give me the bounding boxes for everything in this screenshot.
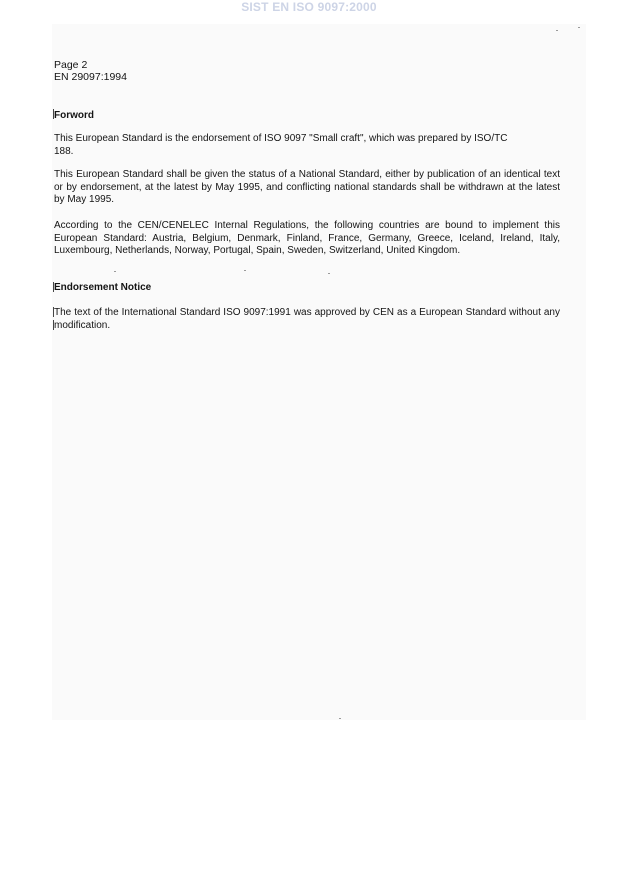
forword-heading: Forword (54, 110, 94, 121)
document-id: EN 29097:1994 (54, 71, 127, 83)
scan-speck (556, 30, 558, 31)
scanned-page (52, 24, 586, 720)
watermark: SIST EN ISO 9097:2000 (241, 0, 377, 14)
endorsement-heading: Endorsement Notice (54, 282, 152, 293)
scan-speck (578, 27, 580, 28)
scan-speck (339, 718, 341, 719)
scan-speck (244, 270, 246, 271)
forword-paragraph-1: This European Standard is the endorsement of ISO 9097 "Small craft", which was prepared by ISO/TC 188. (54, 133, 508, 157)
page-number: Page 2 (54, 59, 88, 71)
scan-speck (328, 273, 330, 274)
endorsement-paragraph: The text of the International Standard ISO 9097:1991 was approved by CEN as a European Standard without any modification. (54, 307, 560, 331)
forword-paragraph-2: This European Standard shall be given the status of a National Standard, either by publication of an identical text or by endorsement, at the latest by May 1995, and conflicting national standards shall be withdrawn at the latest by May 1995. (54, 169, 560, 205)
forword-paragraph-3: According to the CEN/CENELEC Internal Regulations, the following countries are bound to implement this European Standard: Austria, Belgium, Denmark, Finland, France, Germany, Greece, Iceland, Ireland, Italy, Luxembourg, Netherlands, Norway, Portugal, Spain, Sweden, Switzerland, United Kingdom. (54, 220, 560, 256)
scan-speck (114, 271, 116, 272)
